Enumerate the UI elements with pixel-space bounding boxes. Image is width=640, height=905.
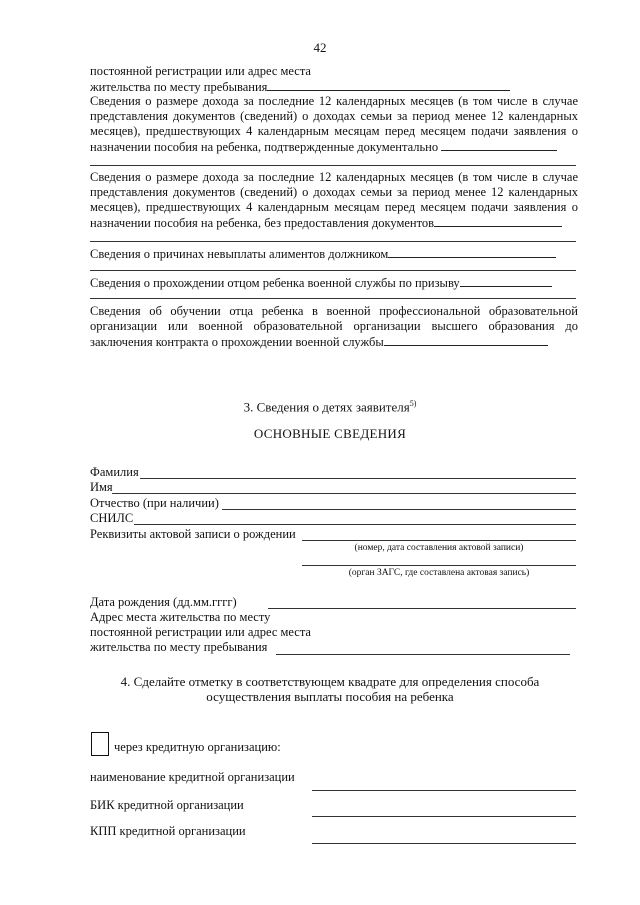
income-unconfirmed-extra-line[interactable] (90, 241, 576, 242)
income-unconfirmed-block: Сведения о размере дохода за последние 12 календарных месяцев (в том числе в случае представления документов (сведений) о доходах семьи за период менее 12 календарных месяцев), предшествующих 4 календарным месяцам перед месяцем подачи заявления о назначении пособия на ребенка, без предоставления документов (90, 170, 578, 230)
birth-date-field[interactable] (268, 608, 576, 609)
patronymic-field[interactable] (222, 509, 576, 510)
kpp-field[interactable] (312, 843, 576, 844)
military-service-field[interactable] (460, 275, 552, 287)
income-confirmed-extra-line[interactable] (90, 165, 576, 166)
income-unconfirmed-field[interactable] (434, 215, 562, 227)
kpp-label: КПП кредитной организации (90, 824, 246, 838)
bik-field[interactable] (312, 816, 576, 817)
child-address-block: Адрес места жительства по месту постоянной регистрации или адрес места жительства по месту пребывания (90, 610, 311, 654)
education-block: Сведения об обучении отца ребенка в военной профессиональной образовательной организации или военной образовательной организации высшего образования до заключения контракта о прохождении военной службы (90, 304, 578, 349)
credit-org-checkbox[interactable] (91, 732, 109, 756)
birth-record-number-hint: (номер, дата составления актовой записи) (354, 543, 524, 553)
snils-label: СНИЛС (90, 511, 134, 525)
birth-record-zags-hint: (орган ЗАГС, где составлена актовая запись) (348, 568, 530, 578)
birth-record-label: Реквизиты актовой записи о рождении (90, 527, 296, 541)
military-extra-line[interactable] (90, 298, 576, 299)
address-line-2: жительства по месту пребывания (90, 79, 578, 95)
credit-org-name-label: наименование кредитной организации (90, 770, 295, 784)
address-continuation (90, 64, 578, 95)
section-3-subtitle: ОСНОВНЫЕ СВЕДЕНИЯ (253, 426, 407, 441)
income-confirmed-block: Сведения о размере дохода за последние 12 календарных месяцев (в том числе в случае представления документов (сведений) о доходах семьи за период менее 12 календарных месяцев), предшествующих 4 календарным месяцам перед месяцем подачи заявления о назначении пособия на ребенка, подтвержденные документально (90, 94, 578, 154)
snils-field[interactable] (134, 524, 576, 525)
section-3-title: 3. Сведения о детях заявителя$^{5)}$ (243, 399, 417, 415)
credit-org-name-field[interactable] (312, 790, 576, 791)
section-4-title: 4. Сделайте отметку в соответствующем квадрате для определения способа осуществления выплаты пособия на ребенка (120, 674, 540, 704)
bik-label: БИК кредитной организации (90, 798, 244, 812)
name-label: Имя (90, 480, 113, 494)
education-field[interactable] (384, 334, 548, 346)
name-field[interactable] (112, 493, 576, 494)
address-field[interactable] (267, 79, 510, 91)
income-confirmed-field[interactable] (441, 139, 557, 151)
child-address-field[interactable] (276, 654, 570, 655)
surname-label: Фамилия (90, 465, 139, 479)
via-credit-org-label: через кредитную организацию: (114, 740, 281, 754)
patronymic-label: Отчество (при наличии) (90, 496, 219, 510)
surname-field[interactable] (140, 478, 576, 479)
address-line-1: постоянной регистрации или адрес места (90, 64, 311, 78)
birth-date-label: Дата рождения (дд.мм.гггг) (90, 595, 237, 609)
alimony-extra-line[interactable] (90, 270, 576, 271)
page-number: 42 (313, 40, 327, 55)
alimony-row: Сведения о причинах невыплаты алиментов должником (90, 246, 578, 262)
alimony-field[interactable] (388, 246, 556, 258)
military-service-row: Сведения о прохождении отцом ребенка военной службы по призыву (90, 275, 578, 291)
